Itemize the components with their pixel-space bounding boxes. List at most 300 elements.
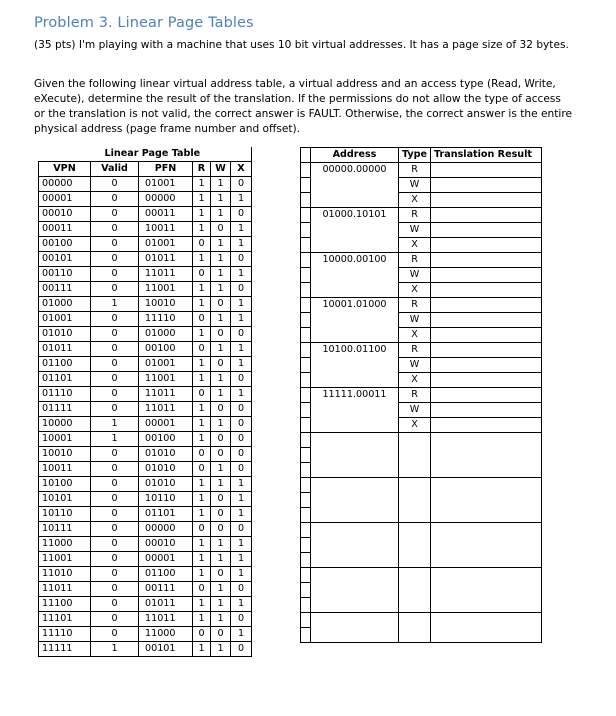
page-table-cell-vpn: 10110 — [39, 507, 91, 522]
translation-empty-cell[interactable] — [399, 508, 431, 523]
translation-type: W — [399, 268, 431, 283]
translation-spacer-cell — [301, 358, 311, 373]
page-table-cell-pfn: 01011 — [139, 252, 193, 267]
page-table-cell-r: 1 — [193, 192, 211, 207]
page-table-cell-valid: 0 — [91, 612, 139, 627]
translation-row — [301, 418, 542, 433]
translation-address: 01000.10101 — [311, 208, 399, 223]
page-table-cell-x: 0 — [231, 402, 252, 417]
page-table-row — [39, 207, 252, 222]
page-table-cell-x: 1 — [231, 477, 252, 492]
page-table-cell-w: 0 — [211, 327, 231, 342]
translation-empty-row — [301, 523, 542, 538]
translation-empty-cell[interactable] — [311, 613, 399, 628]
translation-empty-row — [301, 568, 542, 583]
page-table-cell-x: 0 — [231, 327, 252, 342]
page-table-cell-r: 1 — [193, 282, 211, 297]
translation-spacer-cell — [301, 478, 311, 493]
page-table-cell-valid: 0 — [91, 357, 139, 372]
translation-result-cell[interactable] — [431, 163, 542, 178]
page-table-row — [39, 507, 252, 522]
page-table-cell-w: 0 — [211, 222, 231, 237]
page-table-cell-w: 0 — [211, 447, 231, 462]
translation-address — [311, 403, 399, 418]
page-table-row — [39, 402, 252, 417]
page-table-cell-vpn: 10000 — [39, 417, 91, 432]
translation-empty-row — [301, 508, 542, 523]
translation-address — [311, 238, 399, 253]
translation-spacer-cell — [301, 583, 311, 598]
page-table-row — [39, 417, 252, 432]
page-table-cell-pfn: 11011 — [139, 402, 193, 417]
page-table-cell-valid: 0 — [91, 507, 139, 522]
page-table-cell-pfn: 01001 — [139, 357, 193, 372]
page-table-cell-r: 1 — [193, 492, 211, 507]
page-table-cell-x: 1 — [231, 537, 252, 552]
translation-empty-cell[interactable] — [431, 463, 542, 478]
page-table-cell-x: 1 — [231, 342, 252, 357]
translation-empty-cell[interactable] — [399, 583, 431, 598]
page-table-cell-valid: 1 — [91, 417, 139, 432]
translation-result-cell[interactable] — [431, 178, 542, 193]
translation-empty-cell[interactable] — [311, 538, 399, 553]
translation-row — [301, 223, 542, 238]
page-table-cell-vpn: 01000 — [39, 297, 91, 312]
linear-page-table — [38, 147, 252, 657]
page-table-cell-r: 1 — [193, 537, 211, 552]
translation-empty-cell[interactable] — [399, 493, 431, 508]
page-table-cell-x: 0 — [231, 282, 252, 297]
page-table-cell-w: 1 — [211, 372, 231, 387]
page-table-cell-pfn: 10110 — [139, 492, 193, 507]
page-table-cell-pfn: 11001 — [139, 372, 193, 387]
translation-empty-cell[interactable] — [431, 583, 542, 598]
page-table-cell-valid: 0 — [91, 267, 139, 282]
translation-type: X — [399, 283, 431, 298]
translation-row — [301, 313, 542, 328]
translation-result-cell[interactable] — [431, 238, 542, 253]
page-table-cell-r: 0 — [193, 447, 211, 462]
translation-empty-cell[interactable] — [399, 613, 431, 628]
translation-empty-cell[interactable] — [431, 508, 542, 523]
page-table-cell-w: 0 — [211, 357, 231, 372]
translation-empty-cell[interactable] — [431, 628, 542, 643]
translation-address — [311, 373, 399, 388]
translation-address: 10000.00100 — [311, 253, 399, 268]
page-table-row — [39, 447, 252, 462]
translation-empty-row — [301, 433, 542, 448]
page-table-cell-valid: 0 — [91, 447, 139, 462]
page-table-cell-x: 1 — [231, 627, 252, 642]
page-table-cell-r: 1 — [193, 417, 211, 432]
translation-spacer-cell — [301, 628, 311, 643]
page-table-row — [39, 192, 252, 207]
page-table-cell-w: 0 — [211, 297, 231, 312]
translation-spacer-cell — [301, 493, 311, 508]
page-table-cell-vpn: 11111 — [39, 642, 91, 657]
page-table-cell-x: 1 — [231, 567, 252, 582]
translation-row — [301, 298, 542, 313]
translation-empty-cell[interactable] — [311, 568, 399, 583]
translation-empty-cell[interactable] — [399, 553, 431, 568]
page-table-cell-valid: 0 — [91, 312, 139, 327]
page-table-cell-r: 1 — [193, 612, 211, 627]
page-table-cell-pfn: 00101 — [139, 642, 193, 657]
translation-empty-row — [301, 538, 542, 553]
translation-empty-cell[interactable] — [311, 493, 399, 508]
translation-row — [301, 388, 542, 403]
page-table-cell-x: 1 — [231, 267, 252, 282]
translation-empty-row — [301, 463, 542, 478]
page-table-row — [39, 492, 252, 507]
translation-empty-cell[interactable] — [399, 568, 431, 583]
page-table-cell-vpn: 11010 — [39, 567, 91, 582]
translation-address: 11111.00011 — [311, 388, 399, 403]
translation-address — [311, 283, 399, 298]
page-table-cell-r: 0 — [193, 387, 211, 402]
page-table-cell-w: 0 — [211, 402, 231, 417]
page-table-cell-vpn: 11101 — [39, 612, 91, 627]
page-table-cell-x: 1 — [231, 192, 252, 207]
translation-result-cell[interactable] — [431, 313, 542, 328]
page-table-cell-w: 1 — [211, 237, 231, 252]
translation-address — [311, 193, 399, 208]
translation-result-cell[interactable] — [431, 343, 542, 358]
translation-type: X — [399, 193, 431, 208]
page-table-cell-pfn: 00000 — [139, 522, 193, 537]
translation-spacer-cell — [301, 193, 311, 208]
page-table-cell-w: 1 — [211, 267, 231, 282]
translation-spacer-cell — [301, 553, 311, 568]
page-table-cell-vpn: 10101 — [39, 492, 91, 507]
page-table-cell-x: 1 — [231, 222, 252, 237]
page-table-cell-r: 1 — [193, 372, 211, 387]
page-table-cell-pfn: 11011 — [139, 612, 193, 627]
translation-empty-cell[interactable] — [311, 478, 399, 493]
translation-empty-cell[interactable] — [311, 433, 399, 448]
translation-row — [301, 283, 542, 298]
page-table-row — [39, 252, 252, 267]
page-table-cell-vpn: 00100 — [39, 237, 91, 252]
translation-row — [301, 268, 542, 283]
page-table-cell-r: 1 — [193, 252, 211, 267]
translation-row — [301, 253, 542, 268]
page-table-cell-x: 1 — [231, 597, 252, 612]
translation-spacer-cell — [301, 163, 311, 178]
translation-empty-cell[interactable] — [399, 433, 431, 448]
page-table-row — [39, 612, 252, 627]
translation-empty-cell[interactable] — [311, 628, 399, 643]
page-table-cell-r: 0 — [193, 342, 211, 357]
translation-empty-row — [301, 553, 542, 568]
page-table-cell-pfn: 01100 — [139, 567, 193, 582]
page-table-row — [39, 282, 252, 297]
translation-spacer-cell — [301, 538, 311, 553]
translation-address — [311, 223, 399, 238]
page-table-cell-x: 0 — [231, 447, 252, 462]
page-table-cell-vpn: 11110 — [39, 627, 91, 642]
translation-empty-cell[interactable] — [431, 598, 542, 613]
translation-result-cell[interactable] — [431, 388, 542, 403]
page-table-cell-w: 1 — [211, 552, 231, 567]
page-table-cell-valid: 0 — [91, 207, 139, 222]
page-table-row — [39, 537, 252, 552]
page-table-cell-r: 0 — [193, 627, 211, 642]
translation-result-cell[interactable] — [431, 223, 542, 238]
page-table-cell-vpn: 00000 — [39, 177, 91, 192]
page-table-cell-pfn: 10011 — [139, 222, 193, 237]
translation-address: 00000.00000 — [311, 163, 399, 178]
page-table-cell-x: 0 — [231, 417, 252, 432]
translation-address — [311, 328, 399, 343]
translation-spacer-cell — [301, 568, 311, 583]
translation-type: X — [399, 238, 431, 253]
page-table-row — [39, 312, 252, 327]
page-table-row — [39, 177, 252, 192]
translation-result-cell[interactable] — [431, 358, 542, 373]
translation-row — [301, 163, 542, 178]
page-table-cell-w: 1 — [211, 312, 231, 327]
translation-result-cell[interactable] — [431, 373, 542, 388]
page-table-row — [39, 357, 252, 372]
page-table-cell-r: 1 — [193, 177, 211, 192]
translation-empty-cell[interactable] — [399, 448, 431, 463]
translation-empty-row — [301, 598, 542, 613]
translation-empty-cell[interactable] — [311, 463, 399, 478]
translation-spacer-cell — [301, 388, 311, 403]
page-table-cell-vpn: 00001 — [39, 192, 91, 207]
page-table-cell-r: 1 — [193, 297, 211, 312]
translation-type: X — [399, 418, 431, 433]
page-table-cell-r: 1 — [193, 222, 211, 237]
translation-empty-cell[interactable] — [431, 493, 542, 508]
page-table-cell-x: 0 — [231, 372, 252, 387]
page-table-header: W — [211, 162, 231, 177]
page-table-cell-w: 1 — [211, 597, 231, 612]
page-table-cell-vpn: 10011 — [39, 462, 91, 477]
translation-spacer — [301, 148, 311, 163]
page-table-cell-valid: 0 — [91, 597, 139, 612]
translation-address — [311, 313, 399, 328]
page-table-cell-r: 0 — [193, 582, 211, 597]
translation-type: R — [399, 208, 431, 223]
translation-type: X — [399, 373, 431, 388]
page-table-row — [39, 522, 252, 537]
page-table-cell-valid: 0 — [91, 282, 139, 297]
translation-empty-cell[interactable] — [311, 508, 399, 523]
page-table-cell-w: 1 — [211, 582, 231, 597]
translation-empty-cell[interactable] — [431, 448, 542, 463]
translation-empty-cell[interactable] — [431, 433, 542, 448]
page-table-row — [39, 297, 252, 312]
page-table-cell-w: 0 — [211, 432, 231, 447]
page-table-row — [39, 477, 252, 492]
page-table-cell-w: 0 — [211, 567, 231, 582]
translation-empty-cell[interactable] — [311, 448, 399, 463]
translation-result-cell[interactable] — [431, 328, 542, 343]
page-table-row — [39, 567, 252, 582]
page-table-cell-x: 0 — [231, 177, 252, 192]
translation-type: W — [399, 178, 431, 193]
translation-empty-cell[interactable] — [399, 538, 431, 553]
page-table-cell-w: 1 — [211, 477, 231, 492]
page-table-header: R — [193, 162, 211, 177]
page-table-row — [39, 582, 252, 597]
page-table-cell-pfn: 01101 — [139, 507, 193, 522]
page-table-cell-valid: 0 — [91, 537, 139, 552]
page-table-cell-valid: 0 — [91, 402, 139, 417]
translation-empty-cell[interactable] — [399, 478, 431, 493]
page-table-cell-x: 1 — [231, 297, 252, 312]
page-table-cell-w: 1 — [211, 642, 231, 657]
page-table-cell-vpn: 11011 — [39, 582, 91, 597]
translation-header: Type — [399, 148, 431, 163]
translation-empty-cell[interactable] — [431, 523, 542, 538]
translation-empty-cell[interactable] — [311, 583, 399, 598]
page-table-cell-pfn: 01001 — [139, 177, 193, 192]
translation-empty-cell[interactable] — [431, 568, 542, 583]
page-table-row — [39, 222, 252, 237]
page-table-cell-valid: 0 — [91, 522, 139, 537]
translation-address — [311, 358, 399, 373]
problem-intro: (35 pts) I'm playing with a machine that uses 10 bit virtual addresses. It has a page size of 32 bytes. — [34, 39, 569, 51]
translation-address: 10001.01000 — [311, 298, 399, 313]
translation-spacer-cell — [301, 373, 311, 388]
page-table-cell-valid: 0 — [91, 237, 139, 252]
page-table-cell-x: 0 — [231, 252, 252, 267]
translation-empty-cell[interactable] — [431, 613, 542, 628]
translation-empty-cell[interactable] — [431, 553, 542, 568]
page-table-row — [39, 627, 252, 642]
page-table-cell-x: 1 — [231, 552, 252, 567]
page-table-header: VPN — [39, 162, 91, 177]
page-table-row — [39, 237, 252, 252]
page-table-row — [39, 267, 252, 282]
page-table-cell-valid: 0 — [91, 342, 139, 357]
translation-empty-cell[interactable] — [431, 478, 542, 493]
translation-spacer-cell — [301, 523, 311, 538]
translation-result-cell[interactable] — [431, 268, 542, 283]
translation-empty-cell[interactable] — [431, 538, 542, 553]
page-table-cell-w: 1 — [211, 192, 231, 207]
page-table-cell-valid: 0 — [91, 477, 139, 492]
translation-result-cell[interactable] — [431, 253, 542, 268]
page-table-cell-r: 1 — [193, 402, 211, 417]
translation-empty-cell[interactable] — [399, 628, 431, 643]
translation-table — [300, 147, 542, 643]
translation-result-cell[interactable] — [431, 418, 542, 433]
translation-spacer-cell — [301, 313, 311, 328]
translation-spacer-cell — [301, 343, 311, 358]
translation-row — [301, 178, 542, 193]
page-table-cell-r: 1 — [193, 327, 211, 342]
translation-type: W — [399, 358, 431, 373]
translation-spacer-cell — [301, 598, 311, 613]
translation-result-cell[interactable] — [431, 283, 542, 298]
page-table-cell-pfn: 00100 — [139, 342, 193, 357]
page-table-cell-x: 0 — [231, 582, 252, 597]
translation-address — [311, 268, 399, 283]
page-table-cell-x: 0 — [231, 207, 252, 222]
translation-empty-row — [301, 478, 542, 493]
page-table-cell-valid: 1 — [91, 297, 139, 312]
page-table-cell-vpn: 11100 — [39, 597, 91, 612]
translation-result-cell[interactable] — [431, 403, 542, 418]
translation-result-cell[interactable] — [431, 208, 542, 223]
page-table-cell-pfn: 11011 — [139, 387, 193, 402]
page-table-row — [39, 552, 252, 567]
translation-empty-cell[interactable] — [311, 553, 399, 568]
translation-empty-row — [301, 448, 542, 463]
page-table-cell-pfn: 11011 — [139, 267, 193, 282]
translation-empty-cell[interactable] — [399, 598, 431, 613]
page-table-cell-vpn: 00011 — [39, 222, 91, 237]
page-table-row — [39, 342, 252, 357]
translation-type: W — [399, 223, 431, 238]
page-table-cell-pfn: 00011 — [139, 207, 193, 222]
translation-empty-cell[interactable] — [399, 463, 431, 478]
page-table-cell-pfn: 01011 — [139, 597, 193, 612]
page-table-cell-r: 1 — [193, 642, 211, 657]
page-table-cell-vpn: 01011 — [39, 342, 91, 357]
page-table-cell-x: 0 — [231, 522, 252, 537]
page-table-cell-valid: 0 — [91, 582, 139, 597]
page-table-corner — [39, 147, 91, 162]
page-table-cell-valid: 0 — [91, 327, 139, 342]
page-table-cell-w: 1 — [211, 177, 231, 192]
page-table-cell-valid: 0 — [91, 177, 139, 192]
translation-spacer-cell — [301, 238, 311, 253]
translation-type: X — [399, 328, 431, 343]
page-table-header: Valid — [91, 162, 139, 177]
page-table-cell-r: 1 — [193, 357, 211, 372]
translation-spacer-cell — [301, 208, 311, 223]
translation-row — [301, 373, 542, 388]
page-table-cell-x: 1 — [231, 237, 252, 252]
translation-result-cell[interactable] — [431, 193, 542, 208]
page-table-cell-vpn: 01010 — [39, 327, 91, 342]
translation-type: R — [399, 163, 431, 178]
translation-type: R — [399, 343, 431, 358]
translation-empty-cell[interactable] — [311, 598, 399, 613]
page-table-cell-vpn: 00110 — [39, 267, 91, 282]
translation-address — [311, 178, 399, 193]
page-table-cell-vpn: 10010 — [39, 447, 91, 462]
page-table-cell-pfn: 10010 — [139, 297, 193, 312]
page-table-cell-valid: 0 — [91, 462, 139, 477]
translation-empty-cell[interactable] — [311, 523, 399, 538]
page-table-cell-r: 1 — [193, 567, 211, 582]
page-table-cell-vpn: 01101 — [39, 372, 91, 387]
translation-type: W — [399, 403, 431, 418]
page-table-header: X — [231, 162, 252, 177]
page-table-cell-valid: 0 — [91, 372, 139, 387]
translation-spacer-cell — [301, 298, 311, 313]
page-table-row — [39, 597, 252, 612]
translation-empty-row — [301, 628, 542, 643]
page-table-cell-pfn: 01010 — [139, 477, 193, 492]
translation-empty-cell[interactable] — [399, 523, 431, 538]
translation-spacer-cell — [301, 613, 311, 628]
translation-empty-row — [301, 493, 542, 508]
page-table-cell-pfn: 00010 — [139, 537, 193, 552]
translation-spacer-cell — [301, 223, 311, 238]
page-table-row — [39, 642, 252, 657]
page-table-cell-x: 0 — [231, 462, 252, 477]
translation-result-cell[interactable] — [431, 298, 542, 313]
problem-instructions: Given the following linear virtual address table, a virtual address and an access type (Read, Write, eXecute), determine the result of the translation. If the permissions do not allow the type of access or the translation is not valid, the correct answer is FAULT. Otherwise, the correct answer is the entire physical address (page frame number and offset). — [34, 78, 572, 135]
page-table-cell-r: 0 — [193, 462, 211, 477]
